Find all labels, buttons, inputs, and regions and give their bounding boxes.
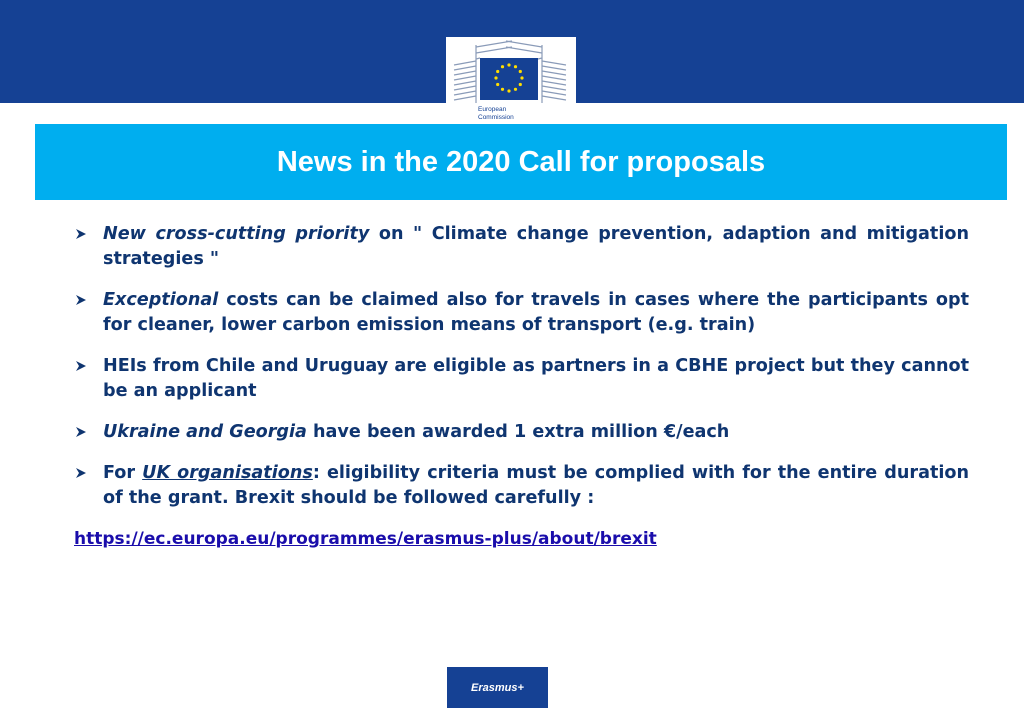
bullet-emphasis: New cross-cutting priority	[103, 224, 370, 244]
erasmus-plus-badge	[447, 667, 548, 708]
bullet-item	[74, 461, 969, 511]
bullet-prefix: For	[103, 463, 143, 483]
arrow-bullet-icon	[74, 223, 88, 245]
bullet-item	[74, 420, 969, 445]
bullet-emphasis: Exceptional	[103, 290, 219, 310]
bullet-text: costs can be claimed also for travels in cases where the participants opt for cleaner, lower carbon emission means of transport (e.g. train)	[103, 290, 969, 335]
bullet-item	[74, 288, 969, 338]
arrow-bullet-icon	[74, 289, 88, 311]
bullet-emphasis: Ukraine and Georgia	[103, 422, 307, 442]
page-title: News in the 2020 Call for proposals	[276, 145, 766, 178]
bullet-text: have been awarded 1 extra million €/each	[306, 422, 730, 442]
title-band	[35, 124, 1007, 200]
bullet-emphasis: UK organisations	[142, 463, 313, 483]
logo-caption	[478, 106, 514, 122]
arrow-bullet-icon	[74, 355, 88, 377]
arrow-bullet-icon	[74, 462, 88, 484]
bullet-item	[74, 222, 969, 272]
bullet-text: : eligibility criteria must be complied with for the entire duration of the grant. Brexit should be followed carefully :	[103, 463, 969, 508]
brexit-link[interactable]: https://ec.europa.eu/programmes/erasmus-plus/about/brexit	[74, 529, 657, 549]
logo-line-2: Commission	[478, 114, 514, 121]
footer-label: Erasmus+	[471, 681, 524, 694]
arrow-bullet-icon	[74, 421, 88, 443]
logo-line-1: European	[478, 106, 507, 113]
bullet-list	[74, 222, 969, 552]
bullet-text: on " Climate change prevention, adaption and mitigation strategies "	[103, 224, 969, 269]
bullet-text: HEIs from Chile and Uruguay are eligible as partners in a CBHE project but they cannot be an applicant	[103, 356, 969, 401]
bullet-item	[74, 354, 969, 404]
